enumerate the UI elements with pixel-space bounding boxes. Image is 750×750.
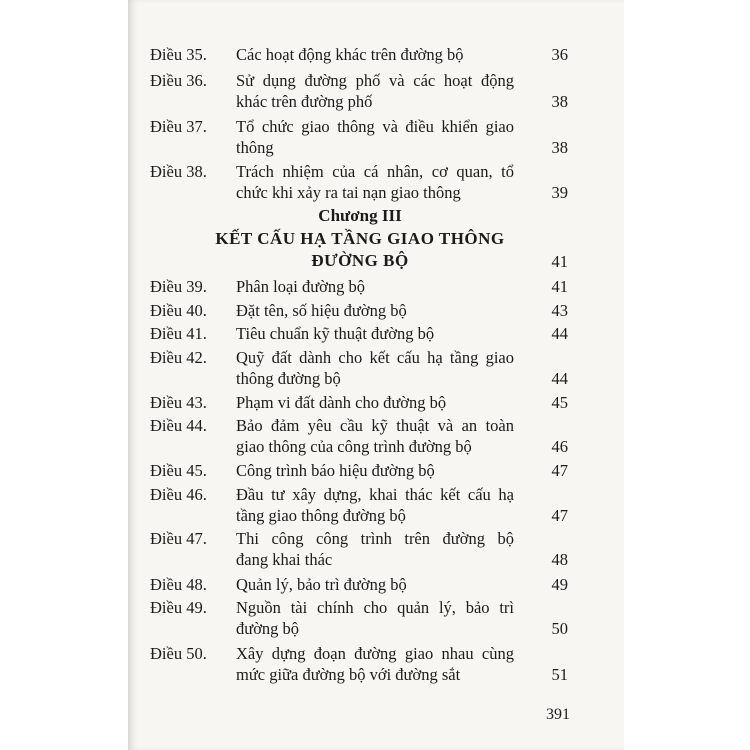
article-title-line: Nguồn tài chính cho quản lý, bảo trì [236, 598, 514, 617]
article-number: Điều 49. [150, 598, 207, 617]
article-title-line: đang khai thác [236, 550, 333, 569]
article-title [236, 323, 514, 344]
article-title-line: Đầu tư xây dựng, khai thác kết cấu hạ [236, 485, 514, 504]
article-title-line: Bảo đảm yêu cầu kỹ thuật và an toàn [236, 416, 514, 435]
article-title [236, 44, 514, 65]
article-title-line: mức giữa đường bộ với đường sắt [236, 665, 461, 684]
page-reference: 48 [551, 550, 568, 569]
article-title [236, 347, 514, 389]
article-title [236, 643, 514, 685]
article-title-line: tầng giao thông đường bộ [236, 506, 406, 525]
chapter-page-reference: 41 [551, 252, 568, 271]
page-reference: 39 [551, 183, 568, 202]
article-number: Điều 43. [150, 393, 207, 412]
article-number: Điều 47. [150, 529, 207, 548]
page-reference: 38 [551, 138, 568, 157]
page-reference: 46 [551, 437, 568, 456]
article-number: Điều 42. [150, 348, 207, 367]
article-number: Điều 40. [150, 301, 207, 320]
article-title [236, 574, 514, 595]
article-title [236, 597, 514, 639]
article-title-line: Phân loại đường bộ [236, 277, 366, 296]
article-number: Điều 39. [150, 277, 207, 296]
article-title [236, 161, 514, 203]
article-title-line: Thi công công trình trên đường bộ [236, 529, 514, 548]
article-number: Điều 50. [150, 644, 207, 663]
page-reference: 45 [551, 393, 568, 412]
article-title-line: Trách nhiệm của cá nhân, cơ quan, tổ [236, 162, 514, 181]
page-reference: 50 [551, 619, 568, 638]
article-number: Điều 41. [150, 324, 207, 343]
article-title [236, 528, 514, 570]
page-reference: 44 [551, 369, 568, 388]
article-title-line: Tiêu chuẩn kỹ thuật đường bộ [236, 324, 435, 343]
article-title-line: Phạm vi đất dành cho đường bộ [236, 393, 447, 412]
page-reference: 47 [551, 461, 568, 480]
article-title [236, 460, 514, 481]
article-title-line: Quản lý, bảo trì đường bộ [236, 575, 407, 594]
article-title-line: Công trình báo hiệu đường bộ [236, 461, 435, 480]
article-title-line: Quỹ đất dành cho kết cấu hạ tầng giao [236, 348, 514, 367]
article-number: Điều 38. [150, 162, 207, 181]
article-number: Điều 37. [150, 117, 207, 136]
article-title-line: Đặt tên, số hiệu đường bộ [236, 301, 407, 320]
article-number: Điều 36. [150, 71, 207, 90]
article-number: Điều 35. [150, 45, 207, 64]
page-reference: 47 [551, 506, 568, 525]
article-title-line: chức khi xảy ra tai nạn giao thông [236, 183, 461, 202]
article-title-line: giao thông của công trình đường bộ [236, 437, 472, 456]
article-title-line: khác trên đường phố [236, 92, 373, 111]
page-reference: 36 [551, 45, 568, 64]
chapter-title-line: KẾT CẤU HẠ TẦNG GIAO THÔNG [215, 229, 505, 248]
article-title-line: Xây dựng đoạn đường giao nhau cùng [236, 644, 514, 663]
article-title-line: thông [236, 138, 274, 157]
article-title-line: thông đường bộ [236, 369, 341, 388]
page-reference: 38 [551, 92, 568, 111]
article-title [236, 484, 514, 526]
article-number: Điều 45. [150, 461, 207, 480]
article-title [236, 116, 514, 158]
article-title [236, 276, 514, 297]
article-title [236, 415, 514, 457]
page-reference: 43 [551, 301, 568, 320]
page-reference: 49 [551, 575, 568, 594]
chapter-title-line: ĐƯỜNG BỘ [311, 251, 409, 270]
article-title [236, 70, 514, 112]
article-number: Điều 44. [150, 416, 207, 435]
article-title [236, 300, 514, 321]
chapter-label: Chương III [318, 206, 402, 225]
page-reference: 51 [551, 665, 568, 684]
article-title-line: đường bộ [236, 619, 300, 638]
article-number: Điều 46. [150, 485, 207, 504]
page-number: 391 [546, 706, 570, 723]
article-title [236, 392, 514, 413]
page-reference: 41 [551, 277, 568, 296]
article-title-line: Sử dụng đường phố và các hoạt động [236, 71, 514, 90]
article-title-line: Tổ chức giao thông và điều khiển giao [236, 117, 514, 136]
page-reference: 44 [551, 324, 568, 343]
article-number: Điều 48. [150, 575, 207, 594]
chapter-title [150, 228, 570, 272]
article-title-line: Các hoạt động khác trên đường bộ [236, 45, 464, 64]
